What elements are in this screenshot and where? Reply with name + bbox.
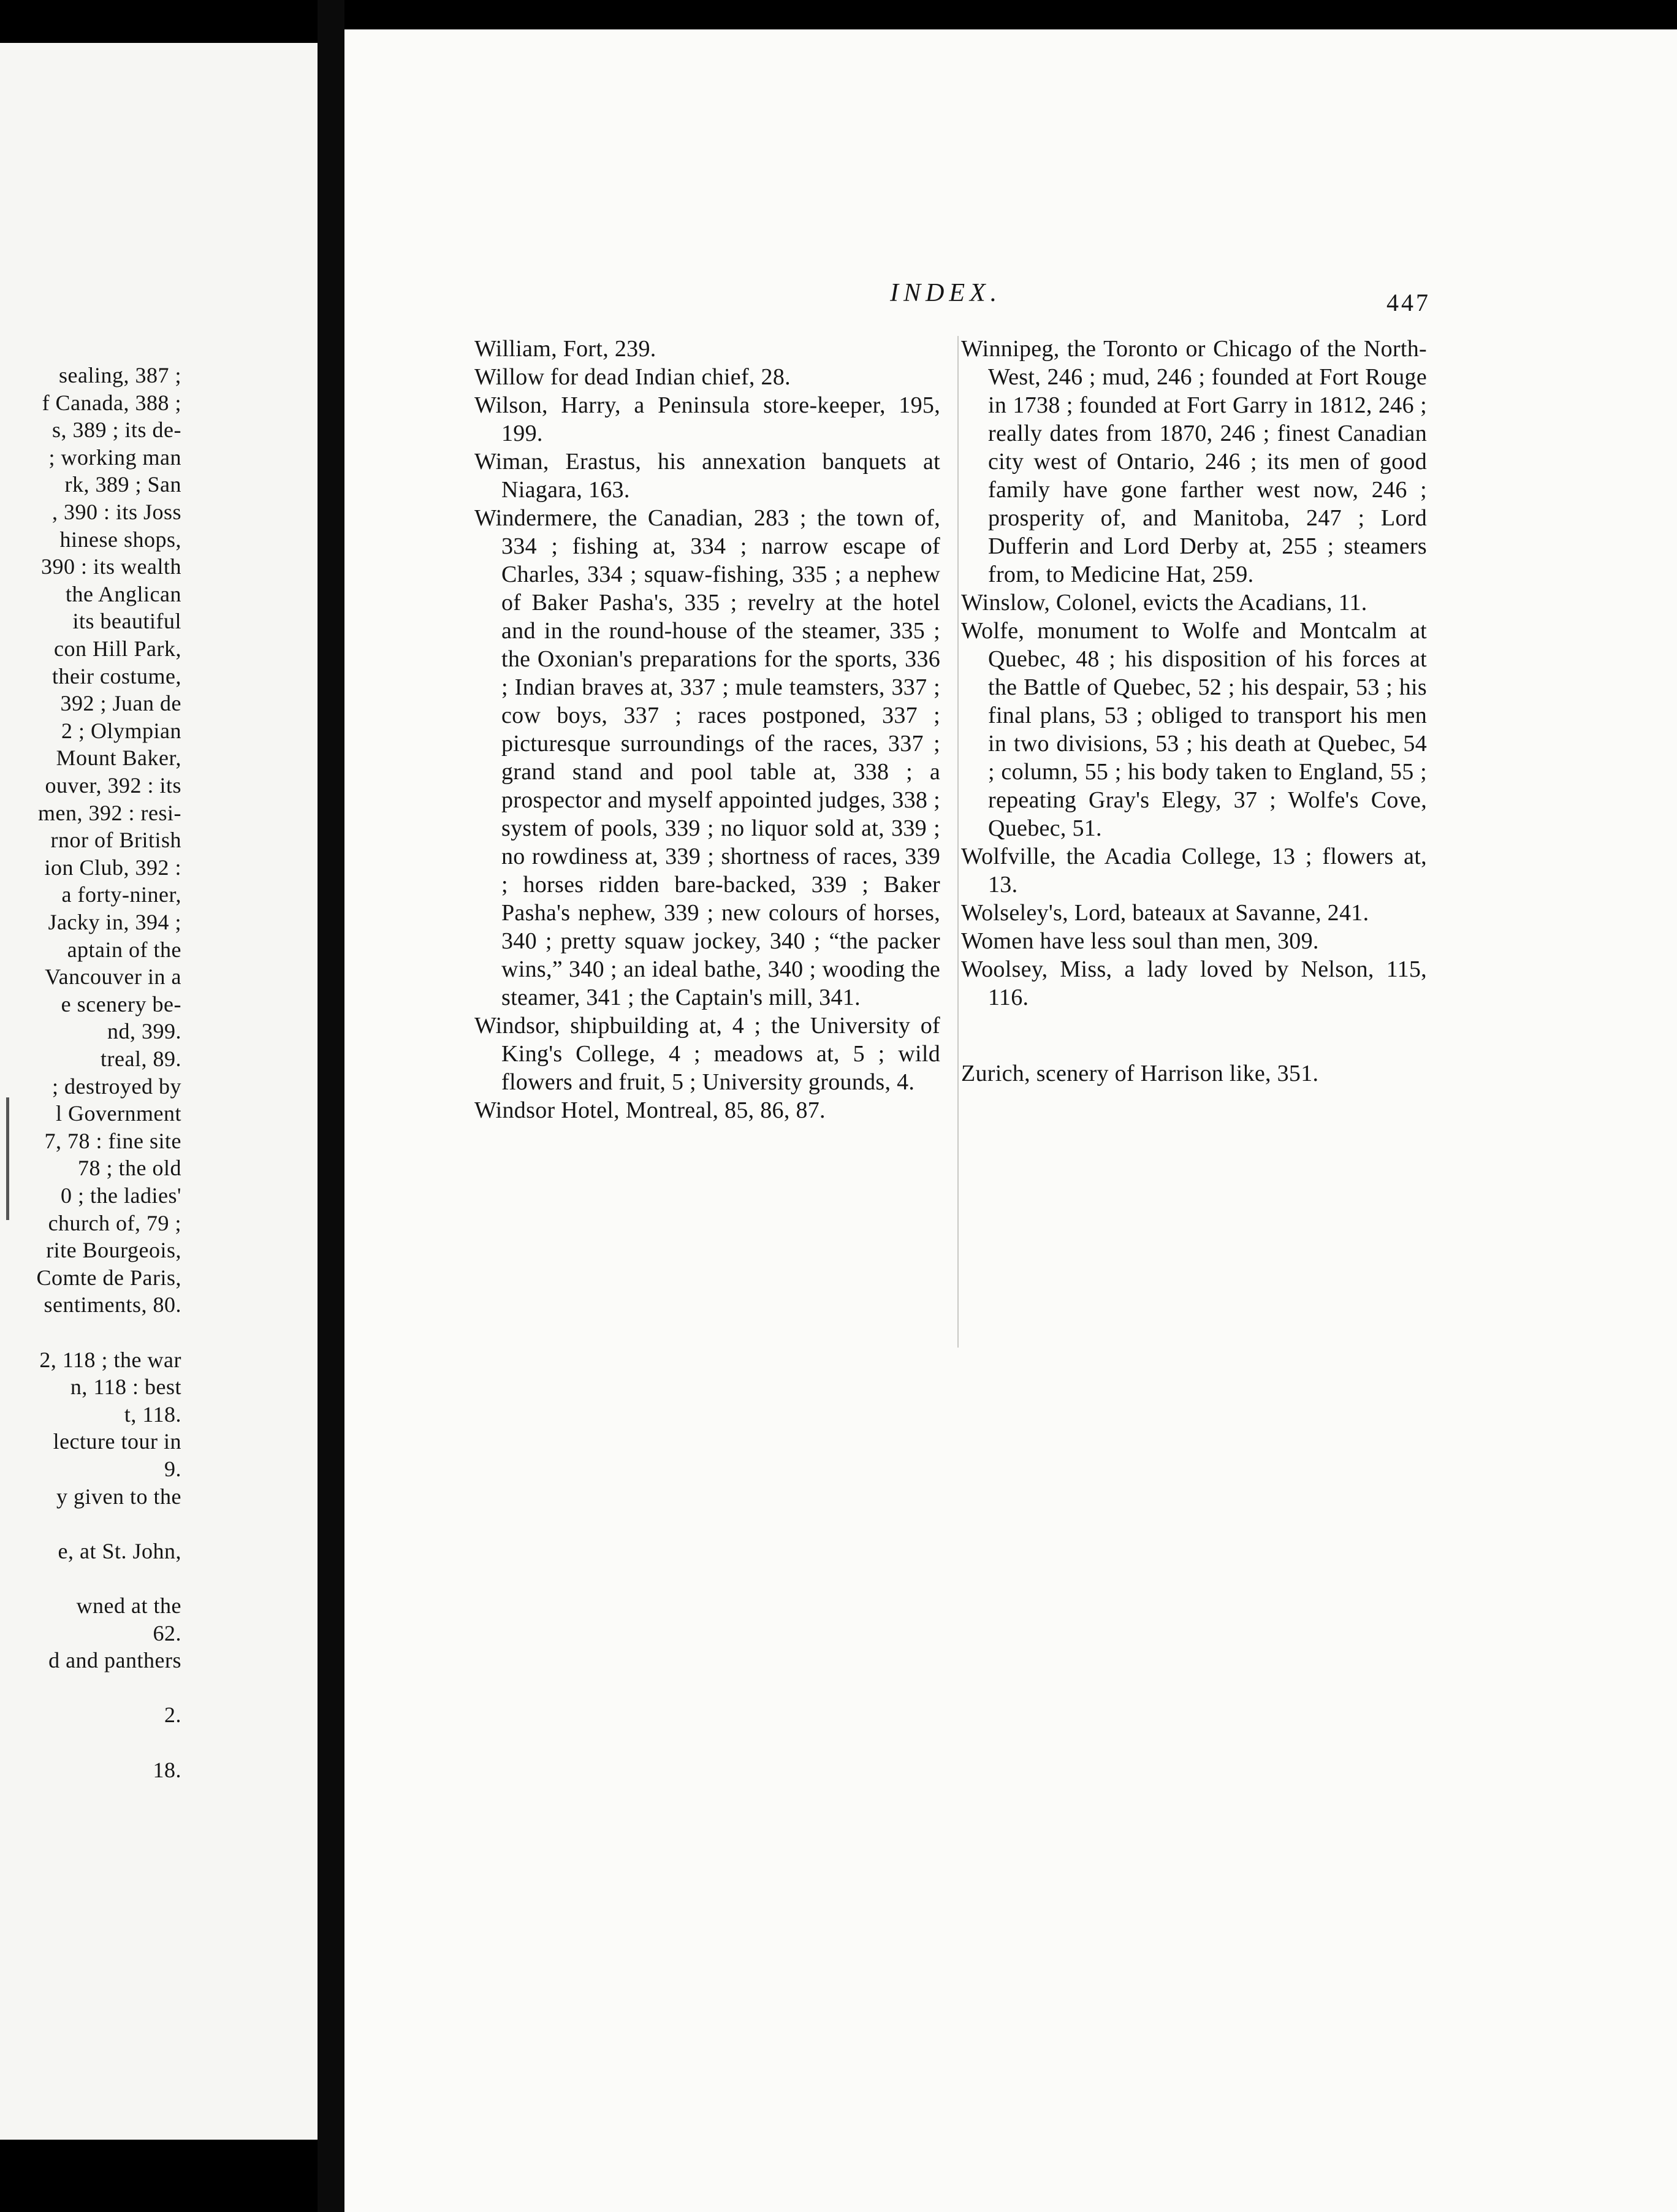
left-page-line: rite Bourgeois,	[46, 1238, 181, 1263]
margin-mark	[6, 1097, 9, 1220]
left-page-line: d and panthers	[48, 1648, 181, 1673]
left-page-line: ion Club, 392 :	[44, 855, 181, 880]
left-page-line: 2.	[164, 1703, 181, 1728]
index-entry: Winnipeg, the Toronto or Chicago of the North-West, 246 ; mud, 246 ; founded at Fort Rouge in 1738 ; founded at Fort Garry in 1812, 246 ; really dates from 1870, 246 ; finest Canadian city west of Ontario, 246 ; its men of good family have gone farther west now, 246 ; prosperity of, and Manitoba, 247 ; Lord Dufferin and Lord Derby at, 255 ; steamers from, to Medicine Hat, 259.	[961, 336, 1427, 587]
left-page-line: , 390 : its Joss	[51, 500, 181, 524]
right-page	[344, 29, 1677, 2212]
left-page-line: 18.	[153, 1757, 181, 1782]
index-entry: Wolfe, monument to Wolfe and Montcalm at Quebec, 48 ; his disposition of his forces at the Battle of Quebec, 52 ; his despair, 53 ; his final plans, 53 ; obliged to transport his men in two divisions, 53 ; his death at Quebec, 54 ; column, 55 ; his body taken to England, 55 ; repeating Gray's Elegy, 37 ; Wolfe's Cove, Quebec, 51.	[961, 618, 1427, 841]
left-page-line: con Hill Park,	[54, 636, 181, 661]
left-page-line: rk, 389 ; San	[64, 472, 181, 497]
left-page-line: n, 118 : best	[70, 1375, 181, 1400]
left-page-line: 392 ; Juan de	[60, 691, 181, 716]
left-page-line: their costume,	[52, 663, 181, 688]
index-entry: Wolfville, the Acadia College, 13 ; flowers at, 13.	[961, 844, 1427, 898]
left-page-line: sealing, 387 ;	[59, 363, 181, 387]
left-page-line: Comte de Paris,	[36, 1265, 181, 1290]
left-page-line: 62.	[153, 1620, 181, 1646]
index-entry: Windsor Hotel, Montreal, 85, 86, 87.	[474, 1097, 826, 1123]
left-page-line: 2, 118 ; the war	[39, 1347, 181, 1372]
index-entry: Windsor, shipbuilding at, 4 ; the University of King's College, 4 ; meadows at, 5 ; wild flowers and fruit, 5 ; University grounds, 4.	[474, 1013, 940, 1095]
left-page-line: the Anglican	[66, 581, 181, 606]
index-entry: Woolsey, Miss, a lady loved by Nelson, 115, 116.	[961, 956, 1427, 1010]
left-facing-page	[0, 43, 321, 2140]
column-divider	[957, 336, 959, 1348]
index-entry: Winslow, Colonel, evicts the Acadians, 11.	[961, 590, 1367, 616]
left-page-line: nd, 399.	[107, 1019, 181, 1044]
left-page-line: rnor of British	[50, 828, 181, 853]
page-gutter	[318, 0, 344, 2212]
left-page-line: y given to the	[56, 1484, 181, 1509]
left-page-line: l Government	[56, 1101, 181, 1126]
left-page-line: e scenery be-	[61, 991, 181, 1016]
index-entry: Wolseley's, Lord, bateaux at Savanne, 241.	[961, 900, 1369, 926]
left-page-line: wned at the	[76, 1593, 181, 1618]
index-entry: Windermere, the Canadian, 283 ; the town of, 334 ; fishing at, 334 ; narrow escape of Charles, 334 ; squaw-fishing, 335 ; a nephew of Baker Pasha's, 335 ; revelry at the hotel and in the round-house of the steamer, 335 ; the Oxonian's preparations for the sports, 336 ; Indian braves at, 337 ; mule teamsters, 337 ; cow boys, 337 ; races postponed, 337 ; picturesque surroundings of the races, 337 ; grand stand and pool table at, 338 ; a prospector and myself appointed judges, 338 ; system of pools, 339 ; no liquor sold at, 339 ; no rowdiness at, 339 ; shortness of races, 339 ; horses ridden bare-backed, 339 ; Baker Pasha's nephew, 339 ; new colours of horses, 340 ; pretty squaw jockey, 340 ; “the packer wins,” 340 ; an ideal bathe, 340 ; wooding the steamer, 341 ; the Captain's mill, 341.	[474, 505, 940, 1010]
left-page-line: its beautiful	[72, 609, 181, 634]
left-page-line: t, 118.	[124, 1402, 181, 1427]
left-page-line: Mount Baker,	[56, 746, 181, 771]
left-page-line: 0 ; the ladies'	[61, 1183, 181, 1208]
index-entry: Wilson, Harry, a Peninsula store-keeper, 195, 199.	[474, 392, 940, 446]
left-page-line: men, 392 : resi-	[38, 800, 181, 825]
index-entry: William, Fort, 239.	[474, 336, 656, 362]
left-page-line: ; destroyed by	[52, 1074, 181, 1099]
index-entry: Zurich, scenery of Harrison like, 351.	[961, 1061, 1319, 1086]
entry-spacer	[961, 1021, 1427, 1050]
left-page-line: 9.	[164, 1457, 181, 1481]
left-page-line: 78 ; the old	[78, 1156, 181, 1181]
left-page-line: 7, 78 : fine site	[44, 1128, 181, 1153]
left-page-line: lecture tour in	[53, 1429, 181, 1454]
left-page-line: ; working man	[48, 444, 181, 470]
left-page-line: 390 : its wealth	[41, 554, 181, 579]
left-page-line: f Canada, 388 ;	[42, 390, 181, 415]
running-head: INDEX.	[890, 279, 1002, 307]
index-column-right	[961, 335, 1427, 1088]
index-entry: Women have less soul than men, 309.	[961, 928, 1319, 954]
left-page-line: church of, 79 ;	[48, 1210, 181, 1235]
left-page-line: ouver, 392 : its	[45, 773, 181, 798]
left-page-line: Vancouver in a	[45, 964, 181, 990]
left-page-line: Jacky in, 394 ;	[48, 910, 181, 934]
index-column-left	[474, 335, 940, 1124]
left-page-line: treal, 89.	[101, 1047, 181, 1071]
left-page-line: e, at St. John,	[58, 1538, 181, 1563]
left-page-line: s, 389 ; its de-	[52, 418, 181, 443]
page-number: 447	[1386, 289, 1431, 316]
left-page-line: 2 ; Olympian	[61, 718, 181, 743]
left-page-line: hinese shops,	[59, 527, 181, 552]
index-entry: Willow for dead Indian chief, 28.	[474, 364, 791, 390]
left-page-line: aptain of the	[67, 937, 181, 962]
left-page-line: a forty-niner,	[61, 882, 181, 907]
index-entry: Wiman, Erastus, his annexation banquets at Niagara, 163.	[474, 449, 940, 503]
left-page-line: sentiments, 80.	[44, 1292, 181, 1318]
